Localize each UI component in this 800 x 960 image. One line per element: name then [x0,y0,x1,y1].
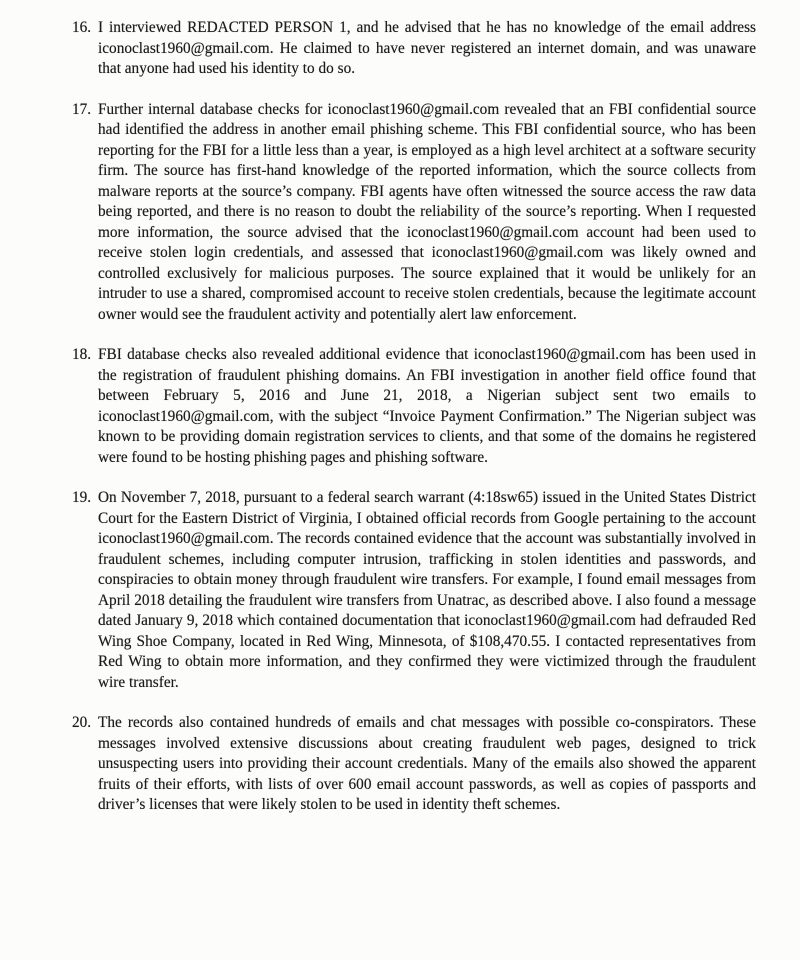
paragraph-16-text: I interviewed REDACTED PERSON 1, and he advised that he has no knowledge of the email address iconoclast1960@gmail.com. He claimed to have never registered an internet domain, and was unaware that anyone had used his identity to do so. [98,19,756,77]
paragraph-19-text: On November 7, 2018, pursuant to a federal search warrant (4:18sw65) issued in the United States District Court for the Eastern District of Virginia, I obtained official records from Google pertaining to the account iconoclast1960@gmail.com. The records contained evidence that the account was substantially involved in fraudulent schemes, including computer intrusion, trafficking in stolen identities and passwords, and conspiracies to obtain money through fraudulent wire transfers. For example, I found email messages from April 2018 detailing the fraudulent wire transfers from Unatrac, as described above. I also found a message dated January 9, 2018 which contained documentation that iconoclast1960@gmail.com had defrauded Red Wing Shoe Company, located in Red Wing, Minnesota, of $108,470.55. I contacted representatives from Red Wing to obtain more information, and they confirmed they were victimized through the fraudulent wire transfer. [98,489,756,691]
paragraph-17 [72,100,756,326]
paragraph-18-number: 18. [72,346,92,363]
paragraph-18-text: FBI database checks also revealed additional evidence that iconoclast1960@gmail.com has been used in the registration of fraudulent phishing domains. An FBI investigation in another field office found that between February 5, 2016 and June 21, 2018, a Nigerian subject sent two emails to iconoclast1960@gmail.com, with the subject “Invoice Payment Confirmation.” The Nigerian subject was known to be providing domain registration services to clients, and that some of the domains he registered were found to be hosting phishing pages and phishing software. [98,346,756,466]
paragraph-20-number: 20. [72,714,92,731]
paragraph-17-text: Further internal database checks for iconoclast1960@gmail.com revealed that an FBI confidential source had identified the address in another email phishing scheme. This FBI confidential source, who has been reporting for the FBI for a little less than a year, is employed as a high level architect at a software security firm. The source has first-hand knowledge of the reported information, which the source collects from malware reports at the source’s company. FBI agents have often witnessed the source access the raw data being reported, and there is no reason to doubt the reliability of the source’s reporting. When I requested more information, the source advised that the iconoclast1960@gmail.com account had been used to receive stolen login credentials, and assessed that iconoclast1960@gmail.com was likely owned and controlled exclusively for malicious purposes. The source explained that it would be unlikely for an intruder to use a shared, compromised account to receive stolen credentials, because the legitimate account owner would see the fraudulent activity and potentially alert law enforcement. [98,100,756,323]
paragraph-19 [72,488,756,693]
paragraph-19-number: 19. [72,489,92,506]
paragraph-16-number: 16. [72,19,92,36]
paragraph-20-text: The records also contained hundreds of emails and chat messages with possible co-conspirators. These messages involved extensive discussions about creating fraudulent web pages, designed to trick unsuspecting users into providing their account credentials. Many of the emails also showed the apparent fruits of their efforts, with lists of over 600 email account passwords, as well as copies of passports and driver’s licenses that were likely stolen to be used in identity theft schemes. [98,714,756,813]
paragraph-17-number: 17. [72,100,92,118]
paragraph-16 [72,18,756,80]
paragraph-18 [72,345,756,468]
paragraph-20 [72,713,756,816]
